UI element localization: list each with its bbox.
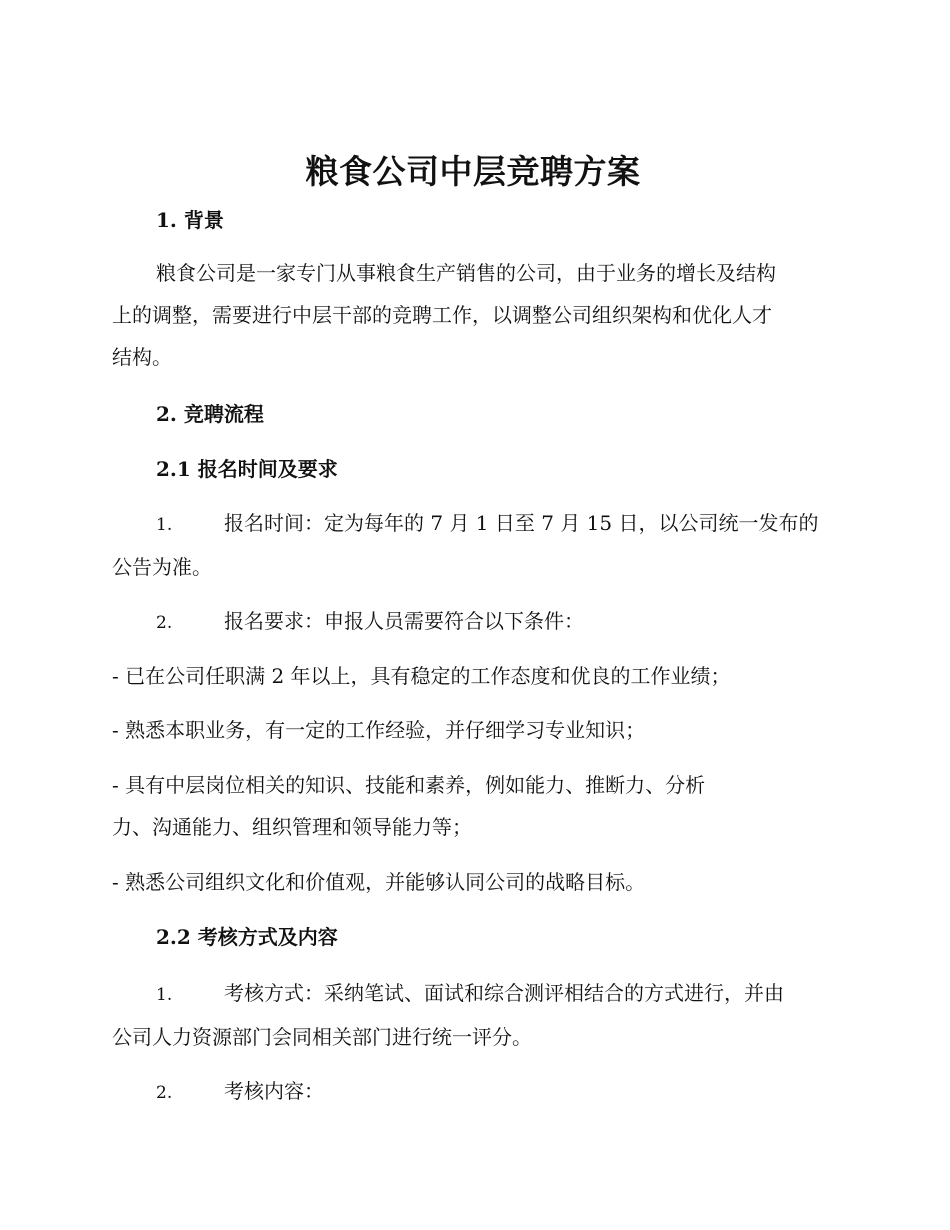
background-paragraph xyxy=(112,252,834,378)
assessment-item-1-line-1 xyxy=(112,972,834,1016)
background-line-2: 上的调整，需要进行中层干部的竞聘工作，以调整公司组织架构和优化人才 xyxy=(112,303,772,327)
registration-time-text: 报名时间：定为每年的 7 月 1 日至 7 月 15 日，以公司统一发布的 xyxy=(224,511,819,535)
requirement-3-line-1: - 具有中层岗位相关的知识、技能和素养，例如能力、推断力、分析 xyxy=(112,773,706,797)
registration-item-1 xyxy=(112,502,834,588)
registration-item-2 xyxy=(112,607,584,637)
list-number: 1. xyxy=(156,985,173,1005)
background-line-1: 粮食公司是一家专门从事粮食生产销售的公司，由于业务的增长及结构 xyxy=(156,261,776,285)
section-heading-process: 2. 竞聘流程 xyxy=(156,402,264,426)
assessment-item-1 xyxy=(112,972,834,1058)
requirement-3-line-2: 力、沟通能力、组织管理和领导能力等； xyxy=(112,815,472,839)
requirement-4: - 熟悉公司组织文化和价值观，并能够认同公司的战略目标。 xyxy=(112,870,646,894)
section-heading-background: 1. 背景 xyxy=(156,208,224,232)
document-page xyxy=(112,0,834,1230)
requirement-1: - 已在公司任职满 2 年以上，具有稳定的工作态度和优良的工作业绩； xyxy=(112,664,731,688)
document-title: 粮食公司中层竞聘方案 xyxy=(305,152,641,191)
list-number: 2. xyxy=(156,613,173,633)
requirement-3 xyxy=(112,764,834,848)
subsection-heading-registration: 2.1 报名时间及要求 xyxy=(156,457,338,481)
assessment-item-2 xyxy=(112,1077,324,1107)
assessment-content-text: 考核内容： xyxy=(224,1079,324,1103)
background-line-3: 结构。 xyxy=(112,345,172,369)
assessment-method-text: 考核方式：采纳笔试、面试和综合测评相结合的方式进行，并由 xyxy=(224,981,784,1005)
list-number: 1. xyxy=(156,515,173,535)
registration-requirements-text: 报名要求：申报人员需要符合以下条件： xyxy=(224,609,584,633)
list-number: 2. xyxy=(156,1083,173,1103)
subsection-heading-assessment: 2.2 考核方式及内容 xyxy=(156,925,338,949)
assessment-item-1-line-2: 公司人力资源部门会同相关部门进行统一评分。 xyxy=(112,1025,532,1049)
registration-item-1-line-2: 公告为准。 xyxy=(112,555,212,579)
requirement-2: - 熟悉本职业务，有一定的工作经验，并仔细学习专业知识； xyxy=(112,718,646,742)
registration-item-1-line-1 xyxy=(112,502,834,546)
